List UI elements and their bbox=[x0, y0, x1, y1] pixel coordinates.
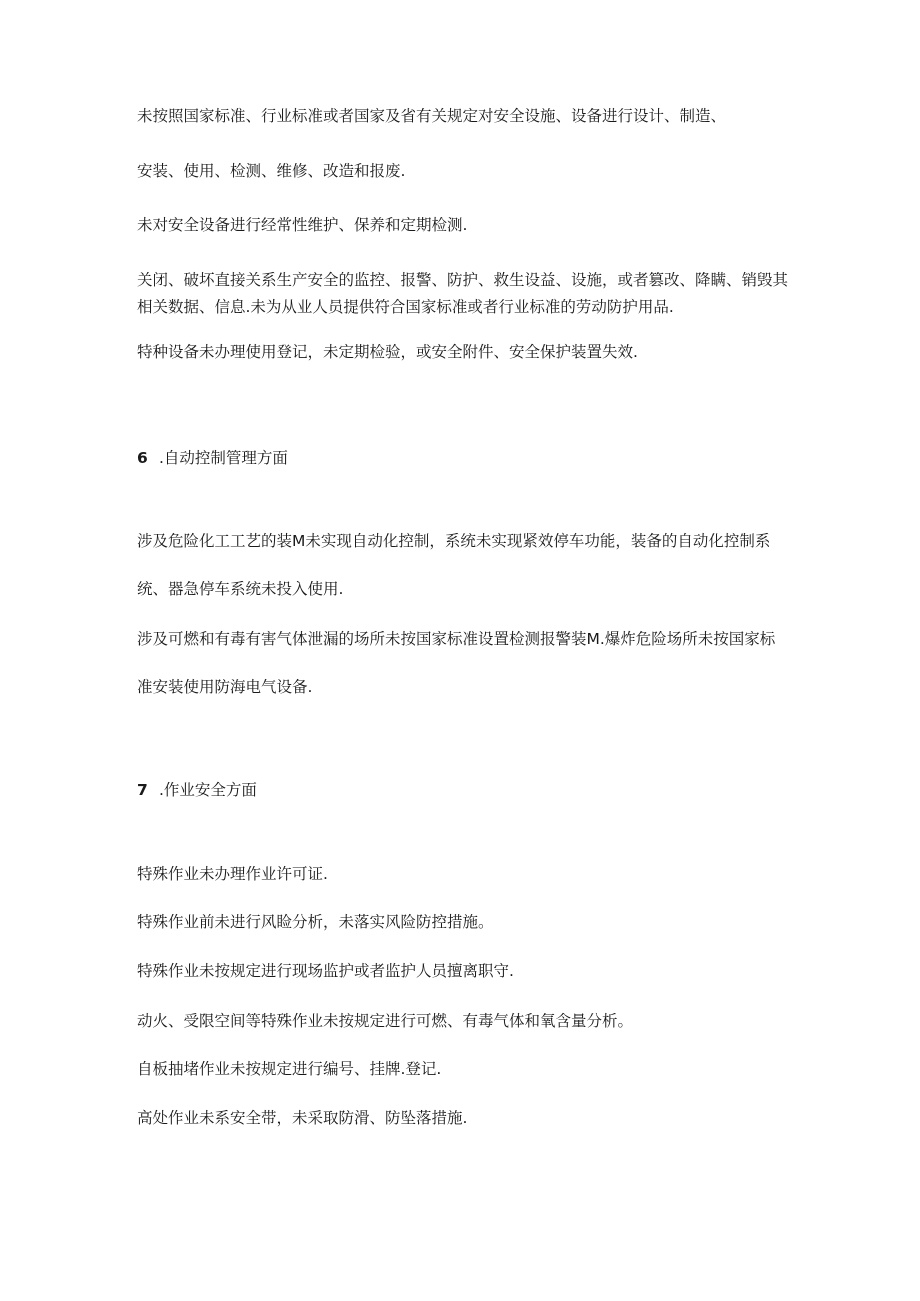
paragraph-line: 关闭、破坏直接关系生产安全的监控、报警、防护、救生设益、设施，或者篡改、降瞒、销毁其 bbox=[137, 271, 789, 289]
section-number: 7 bbox=[137, 781, 148, 799]
paragraph-line: 特殊作业未按规定进行现场监护或者监护人员擅离职守. bbox=[137, 962, 514, 980]
paragraph-line: 未对安全设备进行经常性维护、保养和定期检测. bbox=[137, 216, 468, 234]
section-title: .作业安全方面 bbox=[159, 781, 257, 799]
paragraph-line: 涉及危险化工工艺的装M未实现自动化控制，系统未实现紧效停车功能，装备的自动化控制系 bbox=[137, 532, 771, 550]
paragraph-line: 自板抽堵作业未按规定进行编号、挂牌.登记. bbox=[137, 1060, 442, 1078]
paragraph-line: 准安装使用防海电气设备. bbox=[137, 678, 313, 696]
paragraph-line: 特殊作业前未进行风睑分析，未落实风险防控措施。 bbox=[137, 913, 494, 931]
paragraph-line: 安装、使用、检测、维修、改造和报废. bbox=[137, 162, 406, 180]
section-number: 6 bbox=[137, 449, 148, 467]
section-title: .自动控制管理方面 bbox=[159, 449, 288, 467]
paragraph-line: 动火、受限空间等特殊作业未按规定进行可燃、有毒气体和氧含量分析。 bbox=[137, 1012, 634, 1030]
paragraph-line: 未按照国家标准、行业标准或者国家及省有关规定对安全设施、设备进行设计、制造、 bbox=[137, 107, 727, 125]
paragraph-line: 涉及可燃和有毒有害气体泄漏的场所未按国家标准设置检测报警装M.爆炸危险场所未按国家标 bbox=[137, 630, 776, 648]
paragraph-line: 特殊作业未办理作业许可证. bbox=[137, 865, 328, 883]
section-heading-7 bbox=[137, 780, 257, 800]
paragraph-line: 高处作业未系安全带，未采取防滑、防坠落措施. bbox=[137, 1109, 468, 1127]
paragraph-line: 相关数据、信息.未为从业人员提供符合国家标准或者行业标准的劳动防护用品. bbox=[137, 298, 674, 316]
paragraph-line: 统、器急停车系统未投入使用. bbox=[137, 580, 344, 598]
section-heading-6 bbox=[137, 448, 288, 468]
paragraph-line: 特种设备未办理使用登记，未定期检验，或安全附件、安全保护装置失效. bbox=[137, 343, 638, 361]
